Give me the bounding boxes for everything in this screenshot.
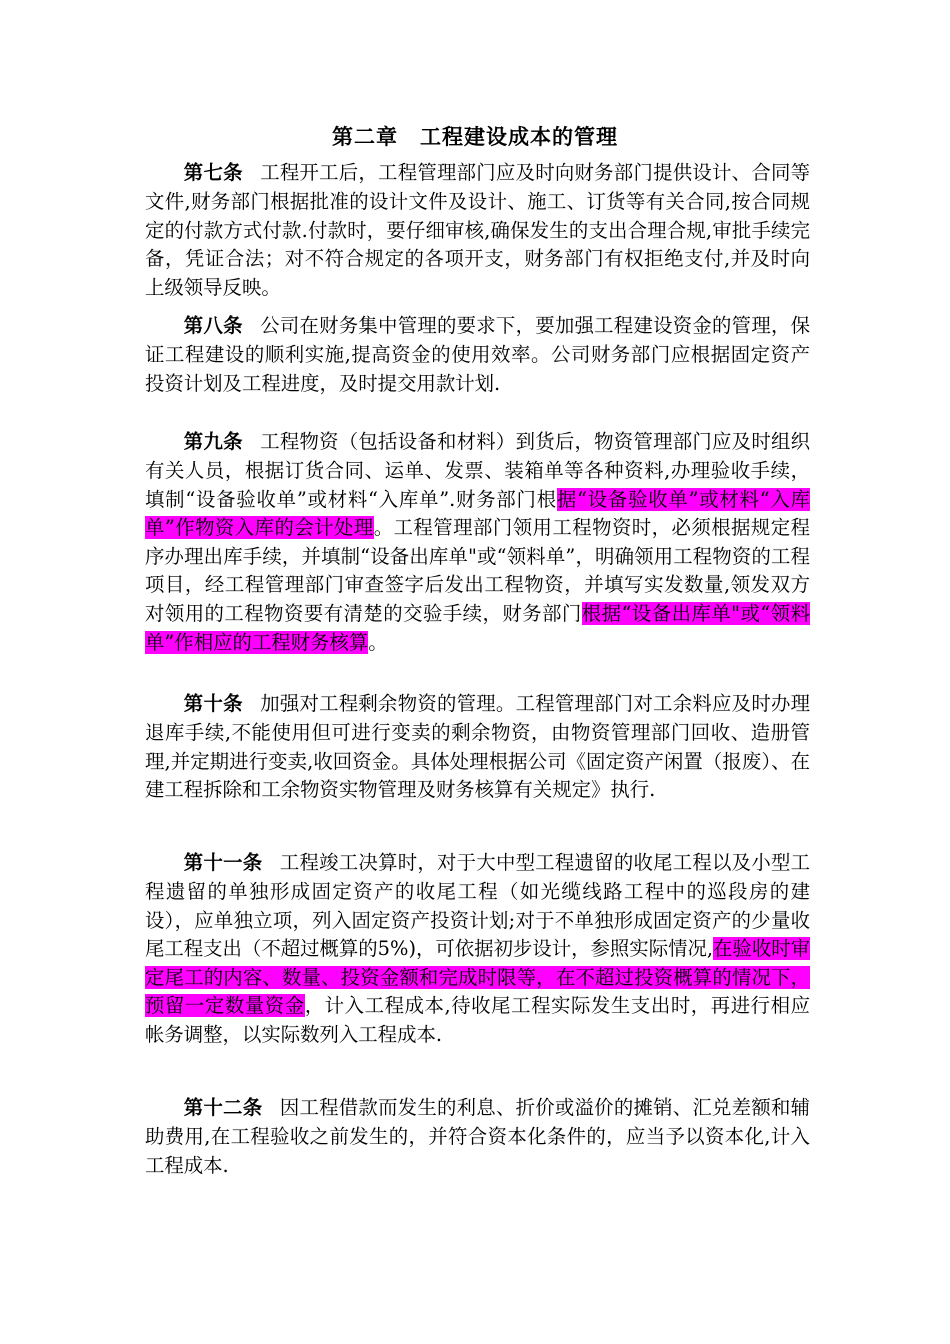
article-text: ，计入工程成本,待收尾工程实际发生支出时，再进行相应帐务调整，以实际数列入工程成本. xyxy=(145,994,810,1046)
article-label: 第九条 xyxy=(183,430,243,454)
article-8 xyxy=(145,312,810,398)
article-11 xyxy=(145,849,810,1049)
chapter-title: 第二章 工程建设成本的管理 xyxy=(332,124,618,149)
article-7 xyxy=(145,159,810,302)
article-label: 第十一条 xyxy=(183,851,263,875)
article-10 xyxy=(145,690,810,804)
article-text: 工程开工后，工程管理部门应及时向财务部门提供设计、合同等文件,财务部门根据批准的设计文件及设计、施工、订货等有关合同,按合同规定的付款方式付款.付款时，要仔细审核,确保发生的支出合理合规,审批手续完备，凭证合法；对不符合规定的各项开支，财务部门有权拒绝支付,并及时向上级领导反映。 xyxy=(145,161,811,299)
highlighted-text: 在验收时审定尾工的内容、数量、投资金额和完成时限等，在不超过投资概算的情况下，预留一定数量资金 xyxy=(145,937,810,1018)
article-12 xyxy=(145,1094,810,1180)
highlighted-text: 据“设备验收单”或材料“入库单”作物资入库的会计处理 xyxy=(145,487,810,540)
article-9 xyxy=(145,428,810,657)
article-text: 。工程管理部门领用工程物资时，必须根据规定程序办理出库手续，并填制“设备出库单"或“领料单”，明确领用工程物资的工程项目，经工程管理部门审查签字后发出工程物资，并填写实发数量,领发双方对领用的工程物资要有清楚的交验手续，财务部门 xyxy=(145,516,810,625)
article-text: 公司在财务集中管理的要求下，要加强工程建设资金的管理，保证工程建设的顺利实施,提高资金的使用效率。公司财务部门应根据固定资产投资计划及工程进度，及时提交用款计划. xyxy=(145,314,811,395)
article-label: 第十条 xyxy=(183,692,243,716)
article-label: 第七条 xyxy=(183,161,243,185)
article-label: 第十二条 xyxy=(183,1096,263,1120)
highlighted-text: 根据“设备出库单"或“领料单”作相应的工程财务核算 xyxy=(145,601,811,654)
article-text: 工程竣工决算时，对于大中型工程遗留的收尾工程以及小型工程遗留的单独形成固定资产的收尾工程（如光缆线路工程中的巡段房的建设），应单独立项，列入固定资产投资计划;对于不单独形成固定资产的少量收尾工程支出（不超过概算的5%)，可依据初步设计，参照实际情况, xyxy=(145,851,811,961)
article-label: 第八条 xyxy=(183,314,243,338)
article-text: 工程物资（包括设备和材料）到货后，物资管理部门应及时组织有关人员，根据订货合同、运单、发票、装箱单等各种资料,办理验收手续，填制“设备验收单”或材料“入库单”.财务部门根 xyxy=(145,430,811,511)
article-text: 加强对工程剩余物资的管理。工程管理部门对工余料应及时办理退库手续,不能使用但可进行变卖的剩余物资，由物资管理部门回收、造册管理,并定期进行变卖,收回资金。具体处理根据公司《固定资产闲置（报废）、在建工程拆除和工余物资实物管理及财务核算有关规定》执行. xyxy=(145,692,811,802)
article-text: 。 xyxy=(368,630,388,654)
article-text: 因工程借款而发生的利息、折价或溢价的摊销、汇兑差额和辅助费用,在工程验收之前发生的，并符合资本化条件的，应当予以资本化,计入工程成本. xyxy=(145,1096,811,1177)
